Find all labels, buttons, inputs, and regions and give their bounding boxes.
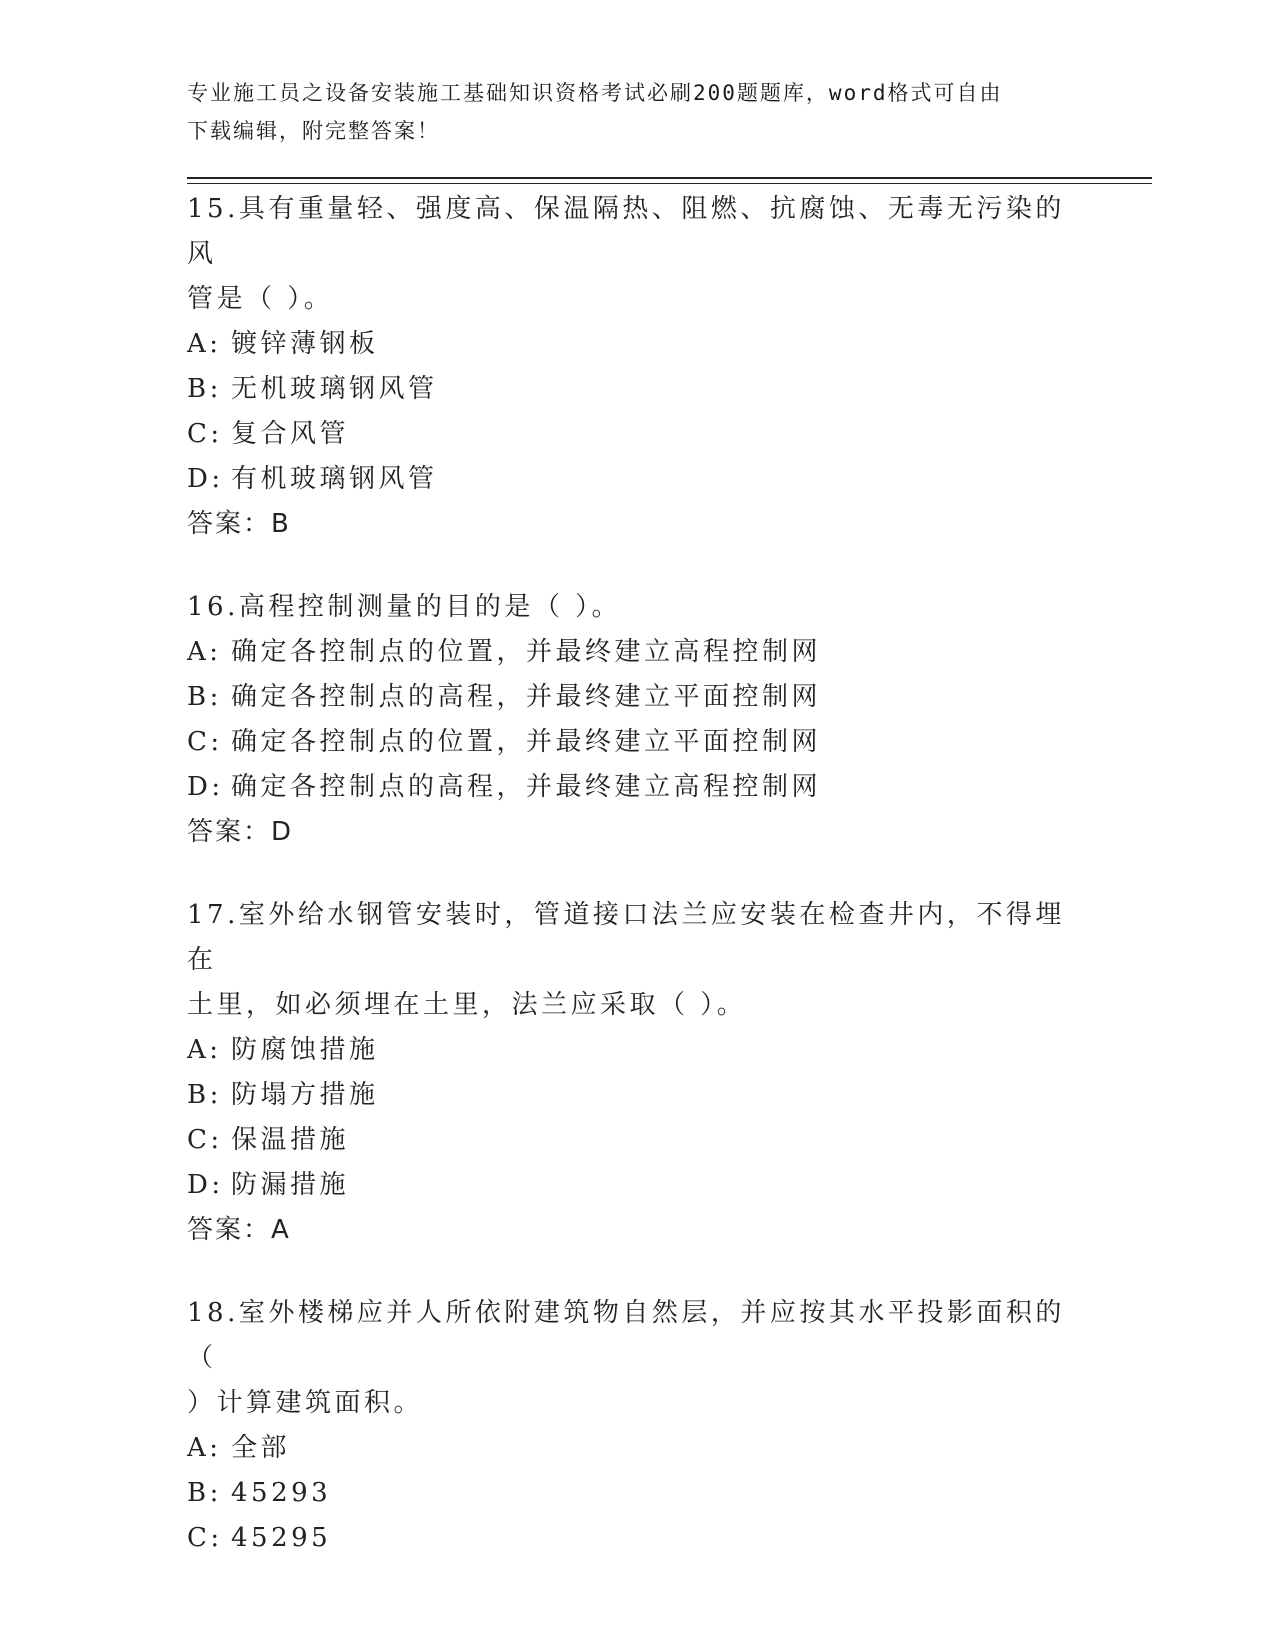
option-c [187, 1118, 1087, 1163]
question-16 [187, 585, 1087, 855]
question-15 [187, 187, 1087, 547]
question-stem-line: 16.高程控制测量的目的是（ ）。 [187, 592, 622, 622]
option-text: 防塌方措施 [231, 1080, 379, 1110]
option-text: 确定各控制点的高程，并最终建立平面控制网 [231, 682, 822, 712]
question-17 [187, 893, 1087, 1253]
answer-line: 答案：B [187, 509, 291, 539]
option-b [187, 367, 1087, 412]
option-a [187, 630, 1087, 675]
question-stem-line: 18.室外楼梯应并人所依附建筑物自然层，并应按其水平投影面积的（ [187, 1298, 1065, 1373]
answer-line: 答案：D [187, 817, 294, 847]
option-text: 确定各控制点的位置，并最终建立平面控制网 [231, 727, 822, 757]
option-text: 防漏措施 [231, 1170, 350, 1200]
question-list [187, 187, 1087, 1599]
option-text: 保温措施 [231, 1125, 350, 1155]
answer-line: 答案：A [187, 1215, 291, 1245]
question-stem-line: 土里，如必须埋在土里，法兰应采取（ ）。 [187, 990, 747, 1020]
option-key: A: [187, 637, 222, 667]
option-text: 防腐蚀措施 [231, 1035, 379, 1065]
option-text: 全部 [231, 1433, 291, 1463]
option-key: C: [187, 419, 223, 449]
header-divider-thin [187, 183, 1152, 184]
question-stem-line: 管是（ ）。 [187, 284, 334, 314]
question-stem-line: ）计算建筑面积。 [187, 1388, 424, 1418]
question-18 [187, 1291, 1087, 1561]
option-text: 确定各控制点的位置，并最终建立高程控制网 [231, 637, 822, 667]
option-key: A: [187, 1035, 222, 1065]
option-d [187, 765, 1087, 810]
option-text: 确定各控制点的高程，并最终建立高程控制网 [231, 772, 822, 802]
option-key: B: [187, 374, 222, 404]
option-a [187, 1028, 1087, 1073]
option-key: C: [187, 727, 223, 757]
header-line-2: 下载编辑，附完整答案！ [187, 119, 440, 143]
option-text: 复合风管 [231, 419, 350, 449]
option-d [187, 1163, 1087, 1208]
option-key: D: [187, 1170, 224, 1200]
option-key: A: [187, 1433, 222, 1463]
option-text: 45295 [231, 1523, 332, 1553]
option-c [187, 720, 1087, 765]
option-b [187, 1073, 1087, 1118]
header-line-1: 专业施工员之设备安装施工基础知识资格考试必刷200题题库，word格式可自由 [187, 81, 1003, 105]
option-text: 45293 [231, 1478, 332, 1508]
option-key: C: [187, 1125, 223, 1155]
header-divider-thick [187, 177, 1152, 179]
option-text: 镀锌薄钢板 [231, 329, 379, 359]
option-d [187, 457, 1087, 502]
option-text: 无机玻璃钢风管 [231, 374, 438, 404]
option-text: 有机玻璃钢风管 [231, 464, 438, 494]
document-header [187, 74, 1067, 150]
option-key: B: [187, 1080, 222, 1110]
option-key: B: [187, 1478, 222, 1508]
option-key: D: [187, 464, 224, 494]
question-stem-line: 15.具有重量轻、强度高、保温隔热、阻燃、抗腐蚀、无毒无污染的风 [187, 194, 1065, 269]
option-b [187, 1471, 1087, 1516]
option-key: B: [187, 682, 222, 712]
option-a [187, 1426, 1087, 1471]
option-b [187, 675, 1087, 720]
option-c [187, 412, 1087, 457]
question-stem-line: 17.室外给水钢管安装时，管道接口法兰应安装在检查井内，不得埋在 [187, 900, 1065, 975]
option-key: C: [187, 1523, 223, 1553]
option-key: A: [187, 329, 222, 359]
option-c [187, 1516, 1087, 1561]
option-a [187, 322, 1087, 367]
option-key: D: [187, 772, 224, 802]
